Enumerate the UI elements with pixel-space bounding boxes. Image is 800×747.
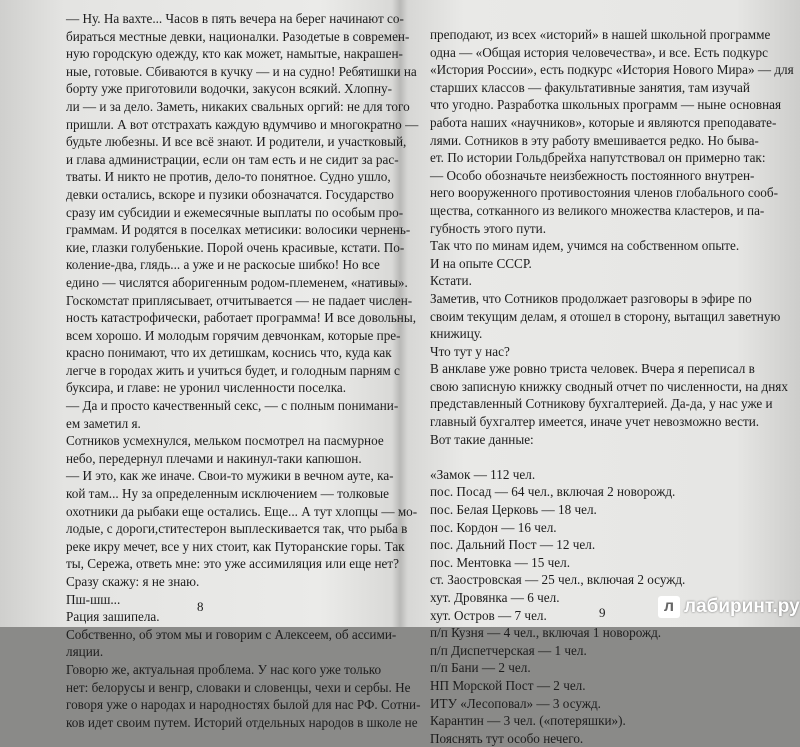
text-line: кие, глазки голубенькие. Порой очень красивые, кстати. По- xyxy=(66,239,405,255)
text-line: граммам. И родятся в поселках метисики: волосики чернень- xyxy=(66,222,411,238)
text-line: бираться местные девки, националки. Разодетые в современ- xyxy=(66,28,410,44)
text-line: щества, сотканного из великого множества кластеров, и па- xyxy=(430,202,765,218)
text-line: сразу им субсидии и ежемесячные выплаты по особым про- xyxy=(66,204,404,220)
text-line: Рация зашипела. xyxy=(66,609,160,625)
text-line: борту уже приготовили водочки, закусон всякий. Хлопну- xyxy=(66,81,392,97)
text-line: — Особо обозначьте неизбежность постоянного внутрен- xyxy=(430,167,755,183)
text-line: губность этого пути. xyxy=(430,220,547,236)
text-line: ты, Сережа, ответь мне: это уже ассимиляция или еще нет? xyxy=(66,556,399,572)
text-line: Госкомстат приплясывает, отчитывается — не падает числен- xyxy=(66,292,413,308)
text-line: — И это, как же иначе. Свои-то мужики в вечном ауте, ка- xyxy=(66,468,394,484)
text-line: свою записную книжку сводный отчет по численности, на днях xyxy=(430,378,788,394)
text-line: старших классов — факультативные занятия, там изучай xyxy=(430,79,750,95)
left-page-text xyxy=(0,10,421,731)
text-line: главный бухгалтер имеется, иначе учет невозможно вести. xyxy=(430,414,760,430)
text-line: представленный Сотникову бухгалтерией. Да-да, у нас уже и xyxy=(430,396,773,412)
text-line: говоря уже о народах и народностях былой для нас РФ. Сотни- xyxy=(66,697,421,713)
text-line: книжицу. xyxy=(430,326,483,342)
text-line: лями. Сотников в эту работу вмешивается редко. Но быва- xyxy=(430,132,759,148)
text-line: п/п Кузня — 4 чел., включая 1 новорожд. xyxy=(430,625,662,641)
text-line: Сразу скажу: я не знаю. xyxy=(66,574,200,589)
text-line: пос. Белая Церковь — 18 чел. xyxy=(430,502,597,518)
watermark xyxy=(658,594,800,620)
text-line: работа наших «научников», которые и являются преподавате- xyxy=(430,114,777,130)
text-line: буксира, и главе: не уронил численности поселка. xyxy=(66,380,347,396)
text-line: «История России», есть подкурс «История Нового Мира» — для xyxy=(430,62,794,78)
text-line: что угодно. Разработка школьных программ — ныне основная xyxy=(430,97,782,113)
text-line: Сотников усмехнулся, мельком посмотрел на пасмурное xyxy=(66,433,384,449)
text-line: ет. По истории Гольдбрейха напутствовал он примерно так: xyxy=(430,150,766,166)
text-line: одна — «Общая история человечества», и все. Есть подкурс xyxy=(430,44,768,60)
text-line: Карантин — 3 чел. («потеряшки»). xyxy=(430,713,626,729)
text-line: НП Морской Пост — 2 чел. xyxy=(430,677,586,693)
right-page-number: 9 xyxy=(599,605,606,620)
text-line: хут. Остров — 7 чел. xyxy=(430,607,547,623)
text-line: п/п Диспетчерская — 1 чел. xyxy=(430,642,587,658)
text-line: В анклаве уже ровно триста человек. Вчера я переписал в xyxy=(430,361,755,377)
text-line: пришли. А вот отстрахать каждую вдумчиво и многократно — xyxy=(66,116,419,132)
text-line: преподают, из всех «историй» в нашей школьной программе xyxy=(430,27,771,42)
right-page-text xyxy=(400,26,800,747)
text-line: охотники да рыбаки еще остались. Еще... А тут хлопцы — мо- xyxy=(66,503,418,519)
text-line: кой там... Ну за определенным исключением — толковые xyxy=(66,486,389,502)
text-line: Пш-шш... xyxy=(66,591,121,607)
text-line: И на опыте СССР. xyxy=(430,255,532,271)
text-line: ность катастрофически, работает программа! И все довольны, xyxy=(66,310,417,326)
text-line: ли — и за дело. Заметь, никаких свальных оргий: не для того xyxy=(66,98,410,114)
text-line: легче в городах жить и учиться будет, и голодным парням с xyxy=(66,362,400,378)
text-line: — Ну. На вахте... Часов в пять вечера на берег начинают со- xyxy=(66,11,404,26)
text-line: Пояснять тут особо нечего. xyxy=(430,730,584,746)
text-line: своим текущим делам, я отошел в сторону, вытащил заветную xyxy=(430,308,781,324)
text-line: хут. Дровянка — 6 чел. xyxy=(430,590,560,605)
text-line: коление-два, глядь... а уже и не раскосые шибко! Но все xyxy=(66,257,380,273)
text-line: пос. Посад — 64 чел., включая 2 новорожд. xyxy=(430,484,676,500)
text-line: него вооруженного противостояния членов глобального сооб- xyxy=(430,185,778,201)
text-line: Собственно, об этом мы и говорим с Алексеем, об ассими- xyxy=(66,626,397,642)
text-line: ст. Заостровская — 25 чел., включая 2 осужд. xyxy=(430,572,686,588)
text-line: пос. Кордон — 16 чел. xyxy=(430,519,557,535)
text-line: красно понимают, что их детишкам, коснись что, куда как xyxy=(66,345,392,361)
text-line: п/п Бани — 2 чел. xyxy=(430,660,531,676)
text-line: небо, передернул плечами и накинул-таки капюшон. xyxy=(66,450,362,466)
right-page xyxy=(400,0,800,746)
text-line: ные, готовые. Сбиваются в кучку — и на судно! Ребятишки на xyxy=(66,63,417,79)
text-line: реке икру мечет, все у них стоит, как Путоранские горы. Так xyxy=(66,538,405,554)
text-line: Что тут у нас? xyxy=(430,343,510,359)
text-line: ную городскую одежду, кто как может, намытые, накрашен- xyxy=(66,46,403,62)
text-line: пос. Дальний Пост — 12 чел. xyxy=(430,537,596,553)
watermark-text: лабиринт.ру xyxy=(684,596,800,617)
text-line: — Да и просто качественный секс, — с полным понимани- xyxy=(66,398,399,414)
text-line: лодые, с дороги,ститестерон выплескивается так, что рыба в xyxy=(66,521,408,537)
text-line xyxy=(430,448,770,466)
text-line: Так что по минам идем, учимся на собственном опыте. xyxy=(430,238,740,254)
left-page-number: 8 xyxy=(197,599,204,614)
text-line: Заметив, что Сотников продолжает разговоры в эфире по xyxy=(430,290,752,306)
text-line: будьте любезны. И все всё знают. И родители, и участковый, xyxy=(66,134,407,150)
text-line: Кстати. xyxy=(430,273,472,289)
text-line: и глава администрации, если он там есть и не сидит за рас- xyxy=(66,151,399,167)
text-line: девки остались, вскоре и пузики обозначатся. Государство xyxy=(66,186,394,202)
text-line: всем хорошо. И молодым горячим девчонкам, которые пре- xyxy=(66,327,401,343)
text-line: Вот такие данные: xyxy=(430,431,534,447)
text-line: Говорю же, актуальная проблема. У нас кого уже только xyxy=(66,661,382,677)
text-line: ляции. xyxy=(66,644,104,660)
text-line: пос. Ментовка — 15 чел. xyxy=(430,554,570,570)
labirint-logo-icon: л xyxy=(658,596,680,618)
text-line: ков идет своим путем. Историй отдельных народов в школе не xyxy=(66,714,418,730)
text-line: ем заметил я. xyxy=(66,415,141,431)
text-line: нет: белорусы и венгр, словаки и словенцы, чехи и сербы. Не xyxy=(66,679,411,695)
text-line: «Замок — 112 чел. xyxy=(430,466,536,482)
text-line: тваты. И никто не против, дело-то понятное. Судно ушло, xyxy=(66,169,391,185)
text-line: ИТУ «Лесоповал» — 3 осужд. xyxy=(430,695,601,711)
text-line: едино — числятся аборигенным родом-племенем, «нативы». xyxy=(66,274,408,290)
